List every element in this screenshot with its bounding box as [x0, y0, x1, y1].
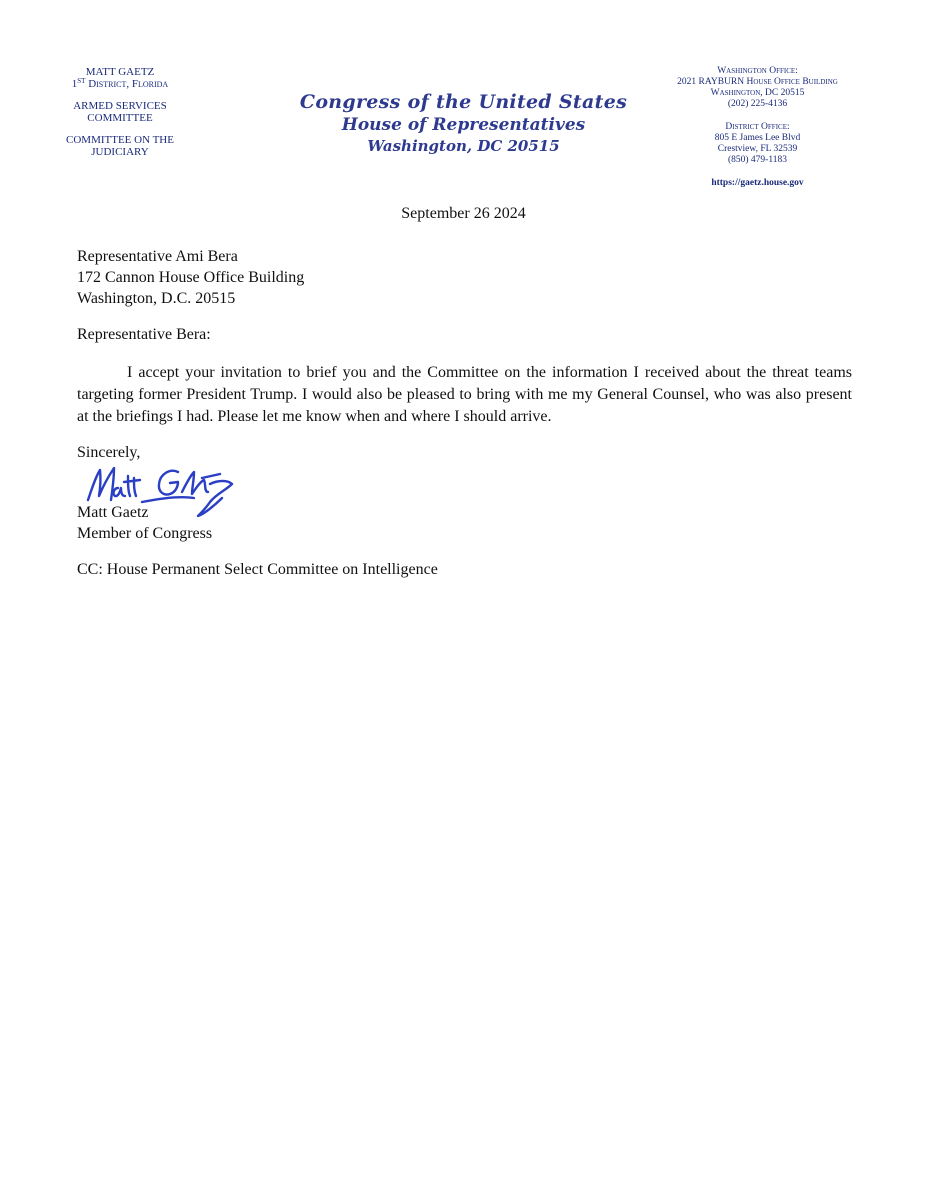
signer-name: Matt Gaetz: [77, 504, 149, 521]
dc-office-line2: Washington, DC 20515: [710, 88, 805, 98]
member-district: 1ST District, Florida: [71, 77, 169, 90]
recipient-street: 172 Cannon House Office Building: [77, 269, 305, 286]
letterhead-house: House of Representatives: [341, 115, 586, 135]
letterhead-congress: Congress of the United States: [299, 91, 628, 113]
website-link[interactable]: https://gaetz.house.gov: [711, 178, 804, 188]
body-paragraph: I accept your invitation to brief you and the Committee on the information I received about the threat teams targeting former President Trump. I would also be pleased to bring with me my General Counsel, who was also present at the briefings I had. Please let me know when and where I should arrive.: [77, 364, 852, 425]
salutation: Representative Bera:: [77, 326, 211, 343]
cc-line: CC: House Permanent Select Committee on Intelligence: [77, 561, 438, 578]
signer-block: [77, 502, 212, 544]
committee-judiciary-line2: JUDICIARY: [91, 146, 149, 158]
member-name: MATT GAETZ: [85, 66, 155, 78]
dc-office-line1: 2021 RAYBURN House Office Building: [677, 77, 838, 87]
signer-title: Member of Congress: [77, 525, 213, 542]
letterhead-city: Washington, DC 20515: [367, 137, 560, 155]
district-office-label: District Office:: [725, 122, 790, 132]
letterhead-title: [260, 90, 667, 156]
recipient-name: Representative Ami Bera: [77, 248, 238, 265]
committee-armed-services-line1: ARMED SERVICES: [73, 100, 167, 112]
recipient-city: Washington, D.C. 20515: [77, 290, 236, 307]
letterhead-member-info: [40, 66, 200, 168]
district-office-line2: Crestview, FL 32539: [717, 144, 798, 154]
recipient-address: [77, 246, 304, 309]
dc-office-label: Washington Office:: [717, 66, 798, 76]
district-office-line1: 805 E James Lee Blvd: [714, 133, 801, 143]
letterhead-offices: [660, 66, 855, 189]
closing: Sincerely,: [77, 444, 141, 461]
dc-office-phone: (202) 225-4136: [727, 99, 788, 109]
letter-date: September 26 2024: [401, 205, 526, 222]
committee-judiciary-line1: COMMITTEE ON THE: [66, 134, 174, 146]
district-office-phone: (850) 479-1183: [727, 155, 787, 165]
committee-armed-services-line2: COMMITTEE: [87, 112, 153, 124]
